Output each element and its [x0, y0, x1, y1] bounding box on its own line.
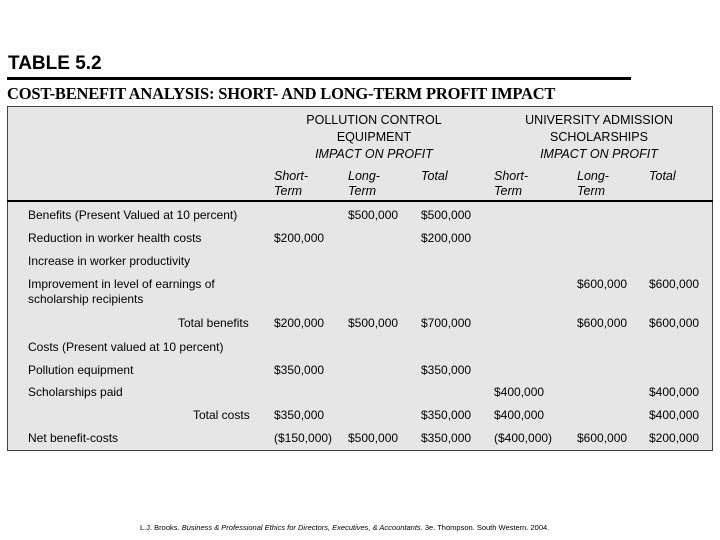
table-cell: $600,000: [577, 277, 628, 291]
table-cell: ($400,000): [494, 431, 553, 445]
row-label-line: Increase in worker productivity: [28, 254, 191, 268]
table-cell: $400,000: [494, 408, 545, 422]
group-line: POLLUTION CONTROL: [306, 113, 442, 127]
column-header-line: Short-: [274, 169, 309, 183]
column-header-line: Term: [577, 184, 606, 198]
header-divider: [7, 200, 713, 202]
table-cell: $200,000: [421, 231, 472, 245]
column-header: [274, 169, 308, 199]
table-cell: $350,000: [274, 408, 325, 422]
row-label: [28, 277, 215, 306]
group-header-pollution: [274, 112, 474, 163]
column-header-line: Term: [494, 184, 523, 198]
table-cell: $400,000: [494, 385, 545, 399]
table-cell: $200,000: [649, 431, 700, 445]
row-label-line: Total costs: [193, 408, 250, 422]
row-label: [28, 363, 133, 377]
row-label-line: Net benefit-costs: [28, 431, 119, 445]
row-label: [28, 385, 123, 399]
table-cell: ($150,000): [274, 431, 333, 445]
table-number: TABLE 5.2: [8, 53, 102, 74]
citation-author: L.J. Brooks.: [140, 523, 182, 532]
row-label: [28, 208, 237, 222]
column-header-line: Term: [274, 184, 303, 198]
row-label-line: Improvement in level of earnings of: [28, 277, 215, 291]
row-label: [28, 231, 201, 245]
row-label: [28, 431, 118, 445]
table-cell: $600,000: [649, 316, 700, 330]
row-label-line: Pollution equipment: [28, 363, 134, 377]
group-line: SCHOLARSHIPS: [550, 130, 648, 144]
table-cell: $350,000: [421, 431, 472, 445]
citation-book: Business & Professional Ethics for Directors, Executives, & Accountants: [181, 523, 421, 532]
column-header: [649, 169, 676, 184]
citation: [140, 523, 549, 532]
table-cell: $600,000: [577, 431, 628, 445]
table-cell: $500,000: [348, 316, 399, 330]
table-cell: $400,000: [649, 385, 700, 399]
row-label-line: Benefits (Present Valued at 10 percent): [28, 208, 238, 222]
table-cell: $600,000: [577, 316, 628, 330]
table-cell: $350,000: [274, 363, 325, 377]
table-title: COST-BENEFIT ANALYSIS: SHORT- AND LONG-TERM PROFIT IMPACT: [7, 84, 556, 103]
column-header-line: Long-: [577, 169, 609, 183]
column-header: [421, 169, 448, 184]
row-label: [193, 408, 250, 422]
column-header: [494, 169, 528, 199]
column-header-line: Term: [348, 184, 377, 198]
table-cell: $350,000: [421, 363, 472, 377]
citation-publisher: . 3e. Thompson. South Western. 2004.: [420, 523, 550, 532]
row-label-line: Scholarships paid: [28, 385, 123, 399]
column-header-line: Long-: [348, 169, 380, 183]
group-header-scholarships: [499, 112, 699, 163]
group-subtitle: IMPACT ON PROFIT: [315, 147, 433, 161]
table-cell: $350,000: [421, 408, 472, 422]
group-line: UNIVERSITY ADMISSION: [525, 113, 673, 127]
table-cell: $400,000: [649, 408, 700, 422]
column-header: [348, 169, 380, 199]
table-cell: $500,000: [348, 208, 399, 222]
column-header: [577, 169, 609, 199]
group-subtitle: IMPACT ON PROFIT: [540, 147, 658, 161]
row-label: [178, 316, 249, 330]
group-line: EQUIPMENT: [336, 130, 412, 144]
row-label: [28, 340, 223, 354]
table-cell: $600,000: [649, 277, 700, 291]
row-label-line: scholarship recipients: [28, 292, 144, 306]
column-header-line: Short-: [494, 169, 529, 183]
table-cell: $200,000: [274, 231, 325, 245]
row-label-line: Costs (Present valued at 10 percent): [28, 340, 224, 354]
table-cell: $500,000: [421, 208, 472, 222]
title-rule: [7, 77, 631, 80]
row-label: [28, 254, 190, 268]
table-cell: $500,000: [348, 431, 399, 445]
row-label-line: Reduction in worker health costs: [28, 231, 202, 245]
column-header-line: Total: [421, 169, 448, 183]
table-cell: $700,000: [421, 316, 472, 330]
row-label-line: Total benefits: [178, 316, 249, 330]
table-cell: $200,000: [274, 316, 325, 330]
column-header-line: Total: [649, 169, 676, 183]
